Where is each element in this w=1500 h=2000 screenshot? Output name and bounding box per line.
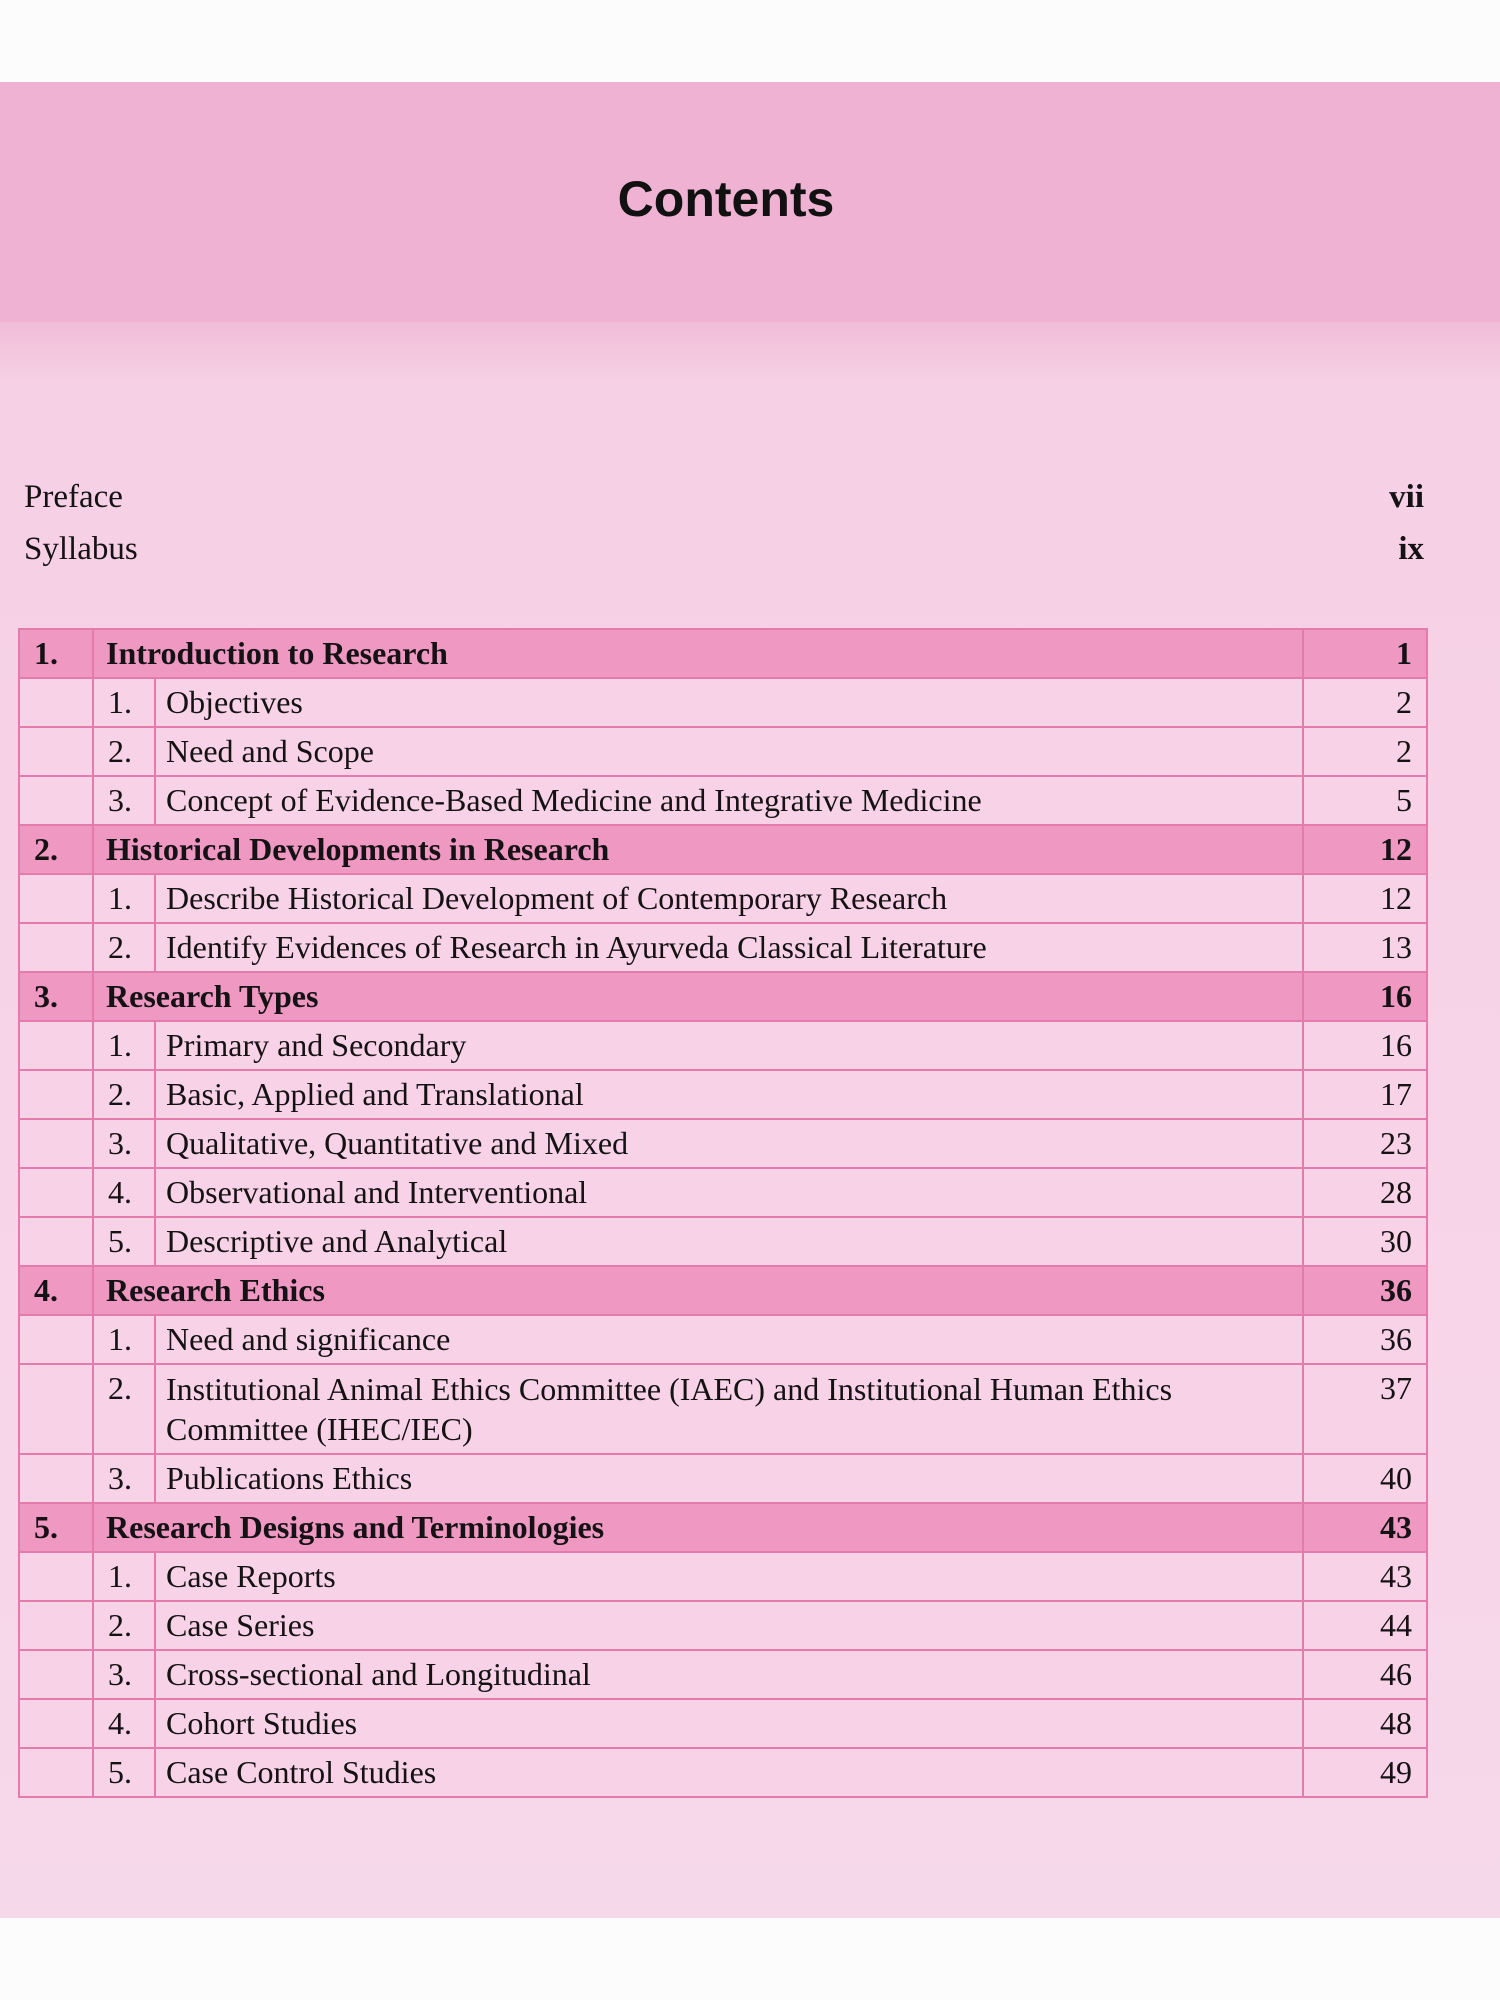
chapter-title: Research Designs and Terminologies (93, 1503, 1303, 1552)
chapter-row[interactable] (19, 1266, 1427, 1315)
page-title: Contents (617, 171, 835, 227)
section-row[interactable] (19, 1552, 1427, 1601)
section-row[interactable] (19, 923, 1427, 972)
contents-table (18, 628, 1428, 1798)
section-page: 2 (1303, 678, 1427, 727)
section-number: 3. (93, 1119, 155, 1168)
section-row[interactable] (19, 1119, 1427, 1168)
section-page: 5 (1303, 776, 1427, 825)
section-number: 2. (93, 1601, 155, 1650)
section-row[interactable] (19, 1699, 1427, 1748)
section-page: 46 (1303, 1650, 1427, 1699)
section-title: Objectives (155, 678, 1303, 727)
section-title: Need and Scope (155, 727, 1303, 776)
section-row[interactable] (19, 1454, 1427, 1503)
section-page: 12 (1303, 874, 1427, 923)
section-title: Case Reports (155, 1552, 1303, 1601)
section-page: 43 (1303, 1552, 1427, 1601)
section-number: 1. (93, 1315, 155, 1364)
section-page: 30 (1303, 1217, 1427, 1266)
section-page: 36 (1303, 1315, 1427, 1364)
section-row[interactable] (19, 1070, 1427, 1119)
front-matter-title: Syllabus (24, 530, 138, 567)
section-number: 1. (93, 1552, 155, 1601)
section-title: Institutional Animal Ethics Committee (IAEC) and Institutional Human Ethics Committee (IHEC/IEC) (155, 1364, 1303, 1454)
section-number: 4. (93, 1699, 155, 1748)
chapter-number: 1. (19, 629, 93, 678)
front-matter-page: vii (1389, 478, 1424, 515)
section-number: 2. (93, 727, 155, 776)
section-page: 37 (1303, 1364, 1427, 1454)
front-matter-title: Preface (24, 478, 123, 515)
chapter-row[interactable] (19, 972, 1427, 1021)
section-number: 1. (93, 678, 155, 727)
section-number: 5. (93, 1748, 155, 1797)
section-row[interactable] (19, 1168, 1427, 1217)
chapter-row[interactable] (19, 629, 1427, 678)
section-row[interactable] (19, 1364, 1427, 1454)
section-title: Case Control Studies (155, 1748, 1303, 1797)
section-title: Cross-sectional and Longitudinal (155, 1650, 1303, 1699)
section-page: 23 (1303, 1119, 1427, 1168)
section-row[interactable] (19, 1748, 1427, 1797)
chapter-title: Historical Developments in Research (93, 825, 1303, 874)
section-page: 44 (1303, 1601, 1427, 1650)
chapter-title: Research Ethics (93, 1266, 1303, 1315)
section-title: Concept of Evidence-Based Medicine and Integrative Medicine (155, 776, 1303, 825)
section-page: 28 (1303, 1168, 1427, 1217)
section-page: 40 (1303, 1454, 1427, 1503)
chapter-row[interactable] (19, 1503, 1427, 1552)
section-title: Basic, Applied and Translational (155, 1070, 1303, 1119)
section-title: Need and significance (155, 1315, 1303, 1364)
section-title: Identify Evidences of Research in Ayurveda Classical Literature (155, 923, 1303, 972)
chapter-title: Introduction to Research (93, 629, 1303, 678)
section-row[interactable] (19, 1315, 1427, 1364)
section-number: 3. (93, 1650, 155, 1699)
section-number: 2. (93, 1070, 155, 1119)
section-row[interactable] (19, 1217, 1427, 1266)
section-title: Case Series (155, 1601, 1303, 1650)
section-row[interactable] (19, 1021, 1427, 1070)
chapter-page: 43 (1303, 1503, 1427, 1552)
section-row[interactable] (19, 776, 1427, 825)
section-title: Primary and Secondary (155, 1021, 1303, 1070)
front-matter-row-preface[interactable] (24, 472, 1424, 522)
section-number: 4. (93, 1168, 155, 1217)
section-title: Descriptive and Analytical (155, 1217, 1303, 1266)
section-page: 49 (1303, 1748, 1427, 1797)
chapter-title: Research Types (93, 972, 1303, 1021)
section-number: 1. (93, 1021, 155, 1070)
section-page: 2 (1303, 727, 1427, 776)
chapter-number: 5. (19, 1503, 93, 1552)
front-matter-page: ix (1398, 530, 1424, 567)
chapter-page: 1 (1303, 629, 1427, 678)
section-number: 2. (93, 923, 155, 972)
chapter-page: 36 (1303, 1266, 1427, 1315)
section-number: 5. (93, 1217, 155, 1266)
section-row[interactable] (19, 1601, 1427, 1650)
section-page: 48 (1303, 1699, 1427, 1748)
chapter-page: 16 (1303, 972, 1427, 1021)
section-title: Cohort Studies (155, 1699, 1303, 1748)
section-title: Observational and Interventional (155, 1168, 1303, 1217)
section-page: 17 (1303, 1070, 1427, 1119)
chapter-row[interactable] (19, 825, 1427, 874)
section-title: Qualitative, Quantitative and Mixed (155, 1119, 1303, 1168)
section-title: Publications Ethics (155, 1454, 1303, 1503)
section-row[interactable] (19, 874, 1427, 923)
section-number: 3. (93, 1454, 155, 1503)
section-row[interactable] (19, 678, 1427, 727)
section-page: 13 (1303, 923, 1427, 972)
chapter-number: 4. (19, 1266, 93, 1315)
section-number: 1. (93, 874, 155, 923)
section-page: 16 (1303, 1021, 1427, 1070)
front-matter-row-syllabus[interactable] (24, 524, 1424, 574)
section-number: 3. (93, 776, 155, 825)
section-row[interactable] (19, 1650, 1427, 1699)
section-number: 2. (93, 1364, 155, 1454)
chapter-number: 2. (19, 825, 93, 874)
section-row[interactable] (19, 727, 1427, 776)
chapter-page: 12 (1303, 825, 1427, 874)
chapter-number: 3. (19, 972, 93, 1021)
section-title: Describe Historical Development of Contemporary Research (155, 874, 1303, 923)
